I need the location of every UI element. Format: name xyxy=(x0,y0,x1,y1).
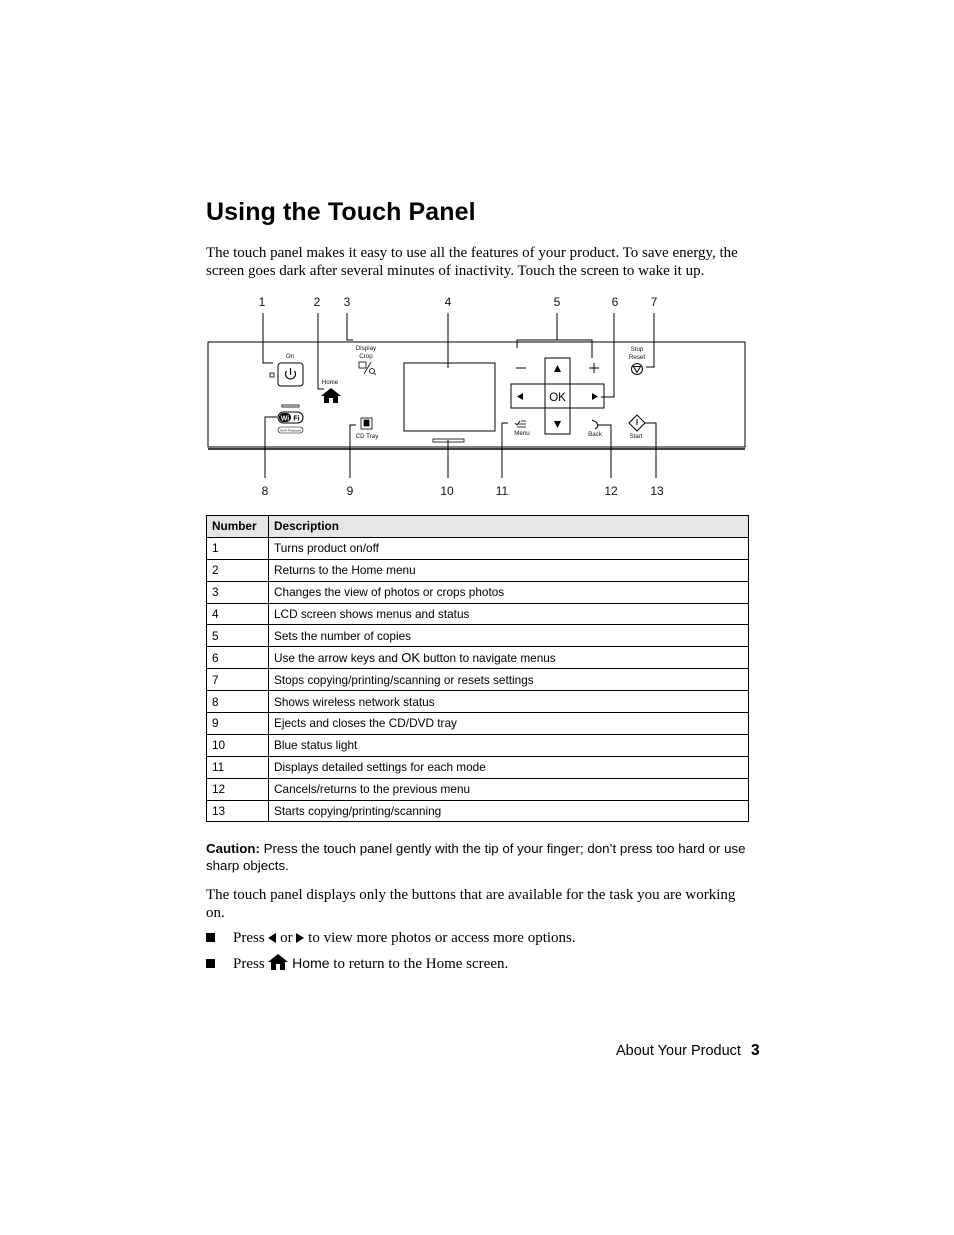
crop-label: Crop xyxy=(359,353,373,360)
table-row xyxy=(207,691,749,713)
stop-icon xyxy=(632,364,643,375)
back-label: Back xyxy=(588,431,602,438)
row-description-post: button to navigate menus xyxy=(420,651,556,666)
table-row xyxy=(207,734,749,756)
ok-key-text: OK xyxy=(401,650,420,666)
start-label: Start xyxy=(629,433,643,440)
row-description: Starts copying/printing/scanning xyxy=(269,800,749,822)
callout-7: 7 xyxy=(650,295,658,309)
row-description: Shows wireless network status xyxy=(269,691,749,713)
intro-paragraph: The touch panel makes it easy to use all the features of your product. To save energy, the screen goes dark after several minutes of inactivity. Touch the screen to wake it up. xyxy=(206,245,738,279)
row-description: Blue status light xyxy=(269,734,749,756)
table-row xyxy=(207,713,749,735)
row-description: Ejects and closes the CD/DVD tray xyxy=(269,713,749,735)
control-panel-diagram xyxy=(206,292,750,500)
table-row xyxy=(207,800,749,822)
down-arrow-icon xyxy=(554,421,561,428)
bullet-item-arrows xyxy=(206,929,576,947)
caution-text: Press the touch panel gently with the tip of your finger; don’t press too hard or use sharp objects. xyxy=(206,841,746,873)
table-row xyxy=(207,778,749,800)
callout-4: 4 xyxy=(444,295,452,309)
menu-icon xyxy=(515,421,526,427)
svg-text:Wi-Fi Protected: Wi-Fi Protected xyxy=(280,428,301,433)
callout-3: 3 xyxy=(343,295,351,309)
row-number: 2 xyxy=(207,559,269,581)
callout-6: 6 xyxy=(611,295,619,309)
back-icon xyxy=(592,420,598,429)
bullet-text: or xyxy=(280,930,293,946)
row-number: 9 xyxy=(207,713,269,735)
row-description: Displays detailed settings for each mode xyxy=(269,756,749,778)
row-description xyxy=(269,647,749,669)
bullet-text: Press xyxy=(233,956,265,972)
table-row xyxy=(207,537,749,559)
callout-11: 11 xyxy=(495,484,509,498)
page-footer xyxy=(616,1042,760,1060)
row-number: 1 xyxy=(207,537,269,559)
on-label: On xyxy=(285,353,295,360)
plus-icon xyxy=(589,363,599,373)
menu-label: Menu xyxy=(514,430,530,437)
callout-5: 5 xyxy=(553,295,561,309)
lcd-screen xyxy=(404,363,495,431)
row-description: Cancels/returns to the previous menu xyxy=(269,778,749,800)
row-number: 10 xyxy=(207,734,269,756)
row-description: Sets the number of copies xyxy=(269,625,749,647)
home-key-text: Home xyxy=(292,955,330,971)
display-label: Display xyxy=(355,345,377,352)
bullet-text: Press xyxy=(233,930,265,946)
row-number: 3 xyxy=(207,581,269,603)
home-icon xyxy=(321,388,341,403)
power-icon xyxy=(286,368,296,379)
row-description: Returns to the Home menu xyxy=(269,559,749,581)
row-number: 11 xyxy=(207,756,269,778)
touch-panel-paragraph: The touch panel displays only the buttons that are available for the task you are working on. xyxy=(206,887,736,921)
home-icon xyxy=(268,954,288,970)
row-number: 7 xyxy=(207,669,269,691)
footer-section: About Your Product xyxy=(616,1043,741,1059)
stop-label: Stop xyxy=(630,346,644,353)
svg-text:Fi: Fi xyxy=(293,415,300,423)
table-row xyxy=(207,669,749,691)
column-header-description: Description xyxy=(269,516,749,538)
callout-12: 12 xyxy=(604,484,618,498)
column-header-number: Number xyxy=(207,516,269,538)
callout-1: 1 xyxy=(258,295,266,309)
row-description: Turns product on/off xyxy=(269,537,749,559)
table-row xyxy=(207,603,749,625)
home-label: Home xyxy=(321,379,339,386)
bullet-text: to return to the Home screen. xyxy=(333,956,509,972)
row-number: 4 xyxy=(207,603,269,625)
reset-label: Reset xyxy=(628,354,646,361)
row-description: Stops copying/printing/scanning or resets settings xyxy=(269,669,749,691)
button-description-table xyxy=(206,515,749,822)
row-number: 6 xyxy=(207,647,269,669)
page-title: Using the Touch Panel xyxy=(206,198,476,226)
svg-text:Wi: Wi xyxy=(280,415,290,423)
callout-13: 13 xyxy=(650,484,664,498)
callout-9: 9 xyxy=(346,484,354,498)
right-arrow-icon xyxy=(296,933,304,943)
bullet-item-home xyxy=(206,954,508,973)
callout-8: 8 xyxy=(261,484,269,498)
callout-2: 2 xyxy=(313,295,321,309)
row-number: 13 xyxy=(207,800,269,822)
row-description: LCD screen shows menus and status xyxy=(269,603,749,625)
callout-10: 10 xyxy=(440,484,454,498)
bullet-text: to view more photos or access more options. xyxy=(308,930,576,946)
table-row xyxy=(207,581,749,603)
table-row xyxy=(207,559,749,581)
caution-label: Caution: xyxy=(206,841,260,856)
ok-button-label: OK xyxy=(549,392,566,404)
row-number: 12 xyxy=(207,778,269,800)
left-arrow-icon xyxy=(517,393,523,400)
up-arrow-icon xyxy=(554,365,561,372)
right-arrow-icon xyxy=(592,393,598,400)
left-arrow-icon xyxy=(268,933,276,943)
bullet-square-icon xyxy=(206,933,215,942)
row-description: Changes the view of photos or crops photos xyxy=(269,581,749,603)
row-description-pre: Use the arrow keys and xyxy=(274,651,402,666)
table-row xyxy=(207,625,749,647)
cd-tray-label: CD Tray xyxy=(355,433,379,440)
caution-note xyxy=(206,840,752,874)
table-row xyxy=(207,756,749,778)
wifi-status-light xyxy=(282,405,299,407)
start-icon xyxy=(629,415,645,431)
row-number: 8 xyxy=(207,691,269,713)
table-header-row xyxy=(207,516,749,538)
display-crop-icon xyxy=(359,362,376,375)
cd-tray-icon xyxy=(361,418,372,429)
bullet-square-icon xyxy=(206,959,215,968)
table-row xyxy=(207,647,749,669)
page-number: 3 xyxy=(750,1042,760,1059)
row-number: 5 xyxy=(207,625,269,647)
wifi-icon xyxy=(278,412,303,433)
